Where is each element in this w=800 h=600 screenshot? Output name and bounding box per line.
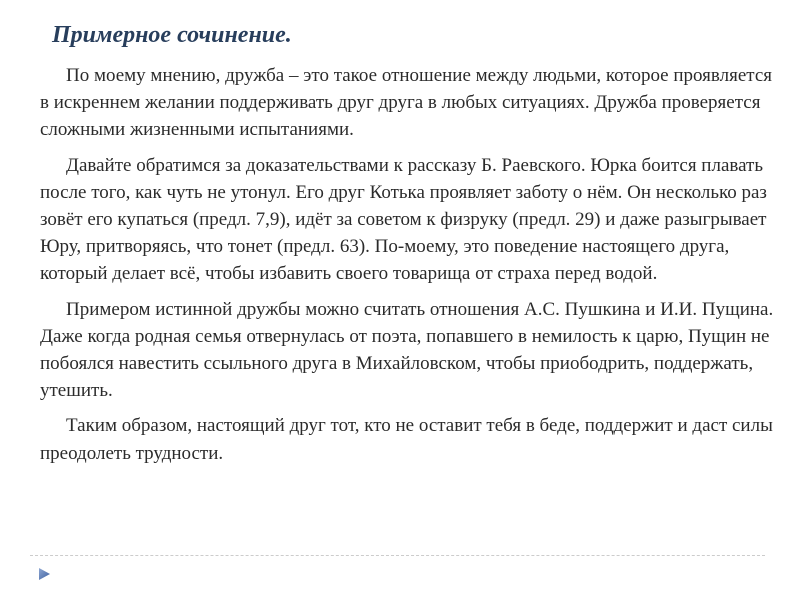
paragraph-3: Примером истинной дружбы можно считать отношения А.С. Пушкина и И.И. Пущина. Даже когда родная семья отвернулась от поэта, попавшего в немилость к царю, Пущин не побоялся навестить ссыльного друга в Михайловском, чтобы приободрить, поддержать, утешить. [40, 298, 774, 402]
footer-divider [30, 555, 765, 556]
play-triangle-icon[interactable] [37, 567, 51, 581]
paragraph-2: Давайте обратимся за доказательствами к рассказу Б. Раевского. Юрка боится плавать после того, как чуть не утонул. Его друг Котька проявляет заботу о нём. Он несколько раз зовёт его купаться (предл. 7,9), идёт за советом к физруку (предл. 29) и даже разыгрывает Юру, притворяясь, что тонет (предл. 63). По-моему, это поведение настоящего друга, который делает всё, чтобы избавить своего товарища от страха перед водой. [40, 154, 767, 285]
paragraph-1: По моему мнению, дружба – это такое отношение между людьми, которое проявляется в искреннем желании поддерживать друг друга в любых ситуациях. Дружба проверяется сложными жизненными испытаниями. [40, 65, 772, 141]
paragraph-4: Таким образом, настоящий друг тот, кто не оставит тебя в беде, поддержит и даст силы преодолеть трудности. [40, 415, 773, 464]
slide-title: Примерное сочинение. [52, 22, 292, 48]
essay-text [40, 62, 780, 475]
